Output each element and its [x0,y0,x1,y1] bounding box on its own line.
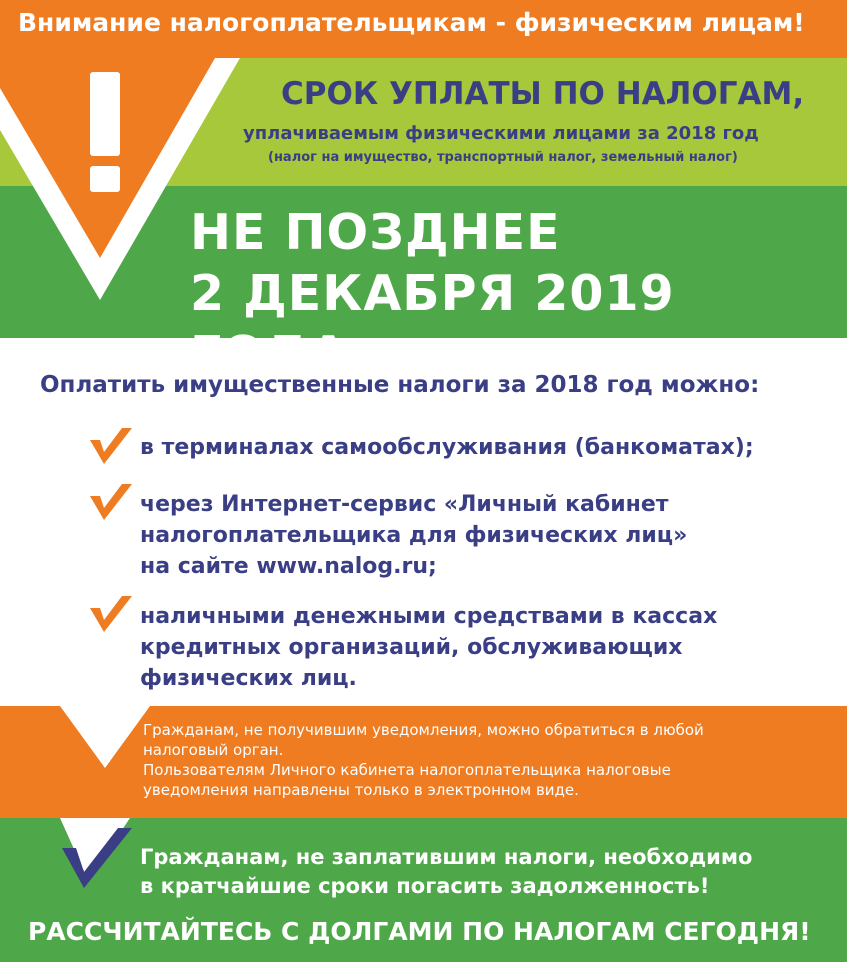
page-title: Внимание налогоплательщикам - физическим лицам! [18,8,805,37]
payment-intro: Оплатить имущественные налоги за 2018 год можно: [40,372,760,398]
deadline-subheading: уплачиваемым физическими лицами за 2018 год [243,123,759,144]
deadline-note: (налог на имущество, транспортный налог, земельный налог) [268,150,738,165]
deadline-date: НЕ ПОЗДНЕЕ 2 ДЕКАБРЯ 2019 ГОДА [190,204,675,383]
check-icon [88,594,134,636]
deadline-heading: СРОК УПЛАТЫ ПО НАЛОГАМ, [281,76,805,112]
exclamation-dot [90,166,120,192]
warning-text: Гражданам, не заплатившим налоги, необходимо в кратчайшие сроки погасить задолженность! [140,845,753,898]
exclamation-bar [90,72,120,156]
payment-option-cash: наличными денежными средствами в кассах кредитных организаций, обслуживающих физических лиц. [140,604,718,691]
check-icon [88,482,134,524]
notice-v-shape [60,706,150,768]
payment-option-terminal: в терминалах самообслуживания (банкоматах); [140,435,754,460]
call-to-action: РАССЧИТАЙТЕСЬ С ДОЛГАМИ ПО НАЛОГАМ СЕГОДНЯ! [28,917,811,946]
notice-text: Гражданам, не получившим уведомления, можно обратиться в любой налоговый орган. Пользователям Личного кабинета налогоплательщика налоговые уведомления направлены только в электронном виде. [143,721,704,799]
check-icon [88,426,134,468]
payment-option-online: через Интернет-сервис «Личный кабинет налогоплательщика для физических лиц» на сайте www.nalog.ru; [140,492,688,579]
